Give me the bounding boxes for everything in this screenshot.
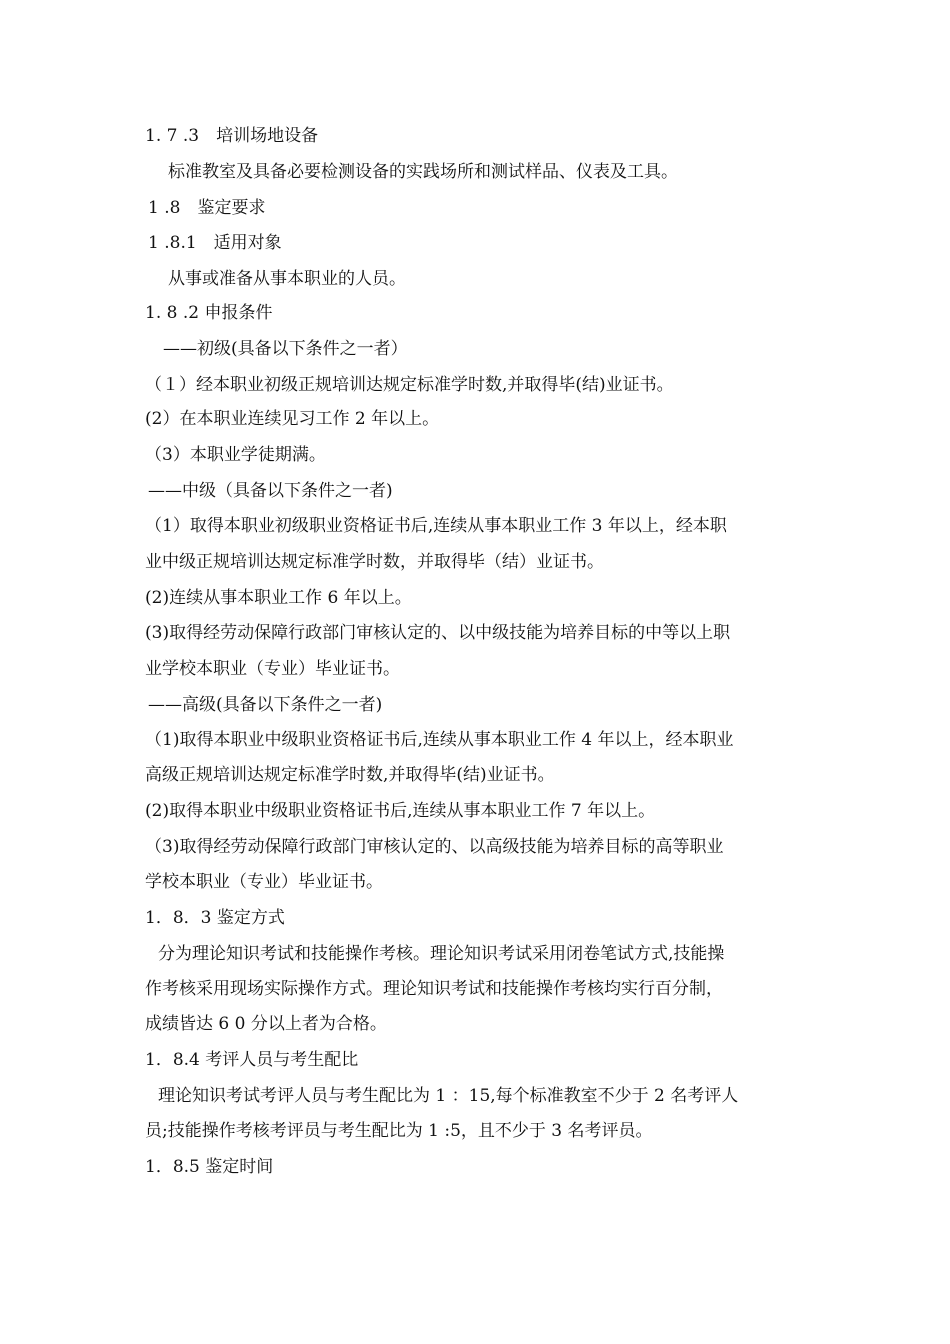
list-item: （1)取得本职业中级职业资格证书后,连续从事本职业工作 4 年以上，经本职业 <box>145 730 734 750</box>
paragraph-line: 成绩皆达 6 0 分以上者为合格。 <box>145 1014 387 1034</box>
paragraph-line: 分为理论知识考试和技能操作考核。理论知识考试采用闭卷笔试方式,技能操 <box>158 944 725 964</box>
heading-1-8-1: 1 .8.1 适用对象 <box>148 233 282 253</box>
paragraph-line: 业中级正规培训达规定标准学时数，并取得毕（结）业证书。 <box>145 552 604 572</box>
subheading-junior: ——初级(具备以下条件之一者） <box>163 339 408 359</box>
heading-1-8-3: 1．8．3 鉴定方式 <box>145 908 285 928</box>
paragraph-line: 业学校本职业（专业）毕业证书。 <box>145 659 400 679</box>
list-item: （3)取得经劳动保障行政部门审核认定的、以高级技能为培养目标的高等职业 <box>145 837 724 857</box>
heading-1-8: 1 .8 鉴定要求 <box>148 198 266 218</box>
paragraph-line: 理论知识考试考评人员与考生配比为 1 ：15,每个标准教室不少于 2 名考评人 <box>158 1086 739 1106</box>
heading-1-8-2: 1. 8 .2 申报条件 <box>145 303 273 323</box>
list-item: （1）取得本职业初级职业资格证书后,连续从事本职业工作 3 年以上，经本职 <box>145 516 727 536</box>
subheading-senior: ——高级(具备以下条件之一者) <box>148 695 383 715</box>
list-item: （１）经本职业初级正规培训达规定标准学时数,并取得毕(结)业证书。 <box>145 375 674 395</box>
paragraph-line: 作考核采用现场实际操作方式。理论知识考试和技能操作考核均实行百分制， <box>145 979 723 999</box>
list-item: （3）本职业学徒期满。 <box>145 445 326 465</box>
heading-1-8-4: 1．8.4 考评人员与考生配比 <box>145 1050 359 1070</box>
heading-1-7-3: 1. 7 .3 培训场地设备 <box>145 126 319 146</box>
list-item: (3)取得经劳动保障行政部门审核认定的、以中级技能为培养目标的中等以上职 <box>145 623 731 643</box>
paragraph-line: 从事或准备从事本职业的人员。 <box>168 269 406 289</box>
list-item: (2）在本职业连续见习工作 2 年以上。 <box>145 409 440 429</box>
list-item: (2)取得本职业中级职业资格证书后,连续从事本职业工作 7 年以上。 <box>145 801 656 821</box>
paragraph-line: 学校本职业（专业）毕业证书。 <box>145 872 383 892</box>
paragraph-line: 高级正规培训达规定标准学时数,并取得毕(结)业证书。 <box>145 765 555 785</box>
paragraph-line: 员;技能操作考核考评员与考生配比为 1 :5，且不少于 3 名考评员。 <box>145 1121 653 1141</box>
heading-1-8-5: 1．8.5 鉴定时间 <box>145 1157 274 1177</box>
subheading-intermediate: ——中级（具备以下条件之一者) <box>148 481 393 501</box>
list-item: (2)连续从事本职业工作 6 年以上。 <box>145 588 412 608</box>
paragraph-line: 标准教室及具备必要检测设备的实践场所和测试样品、仪表及工具。 <box>168 162 678 182</box>
